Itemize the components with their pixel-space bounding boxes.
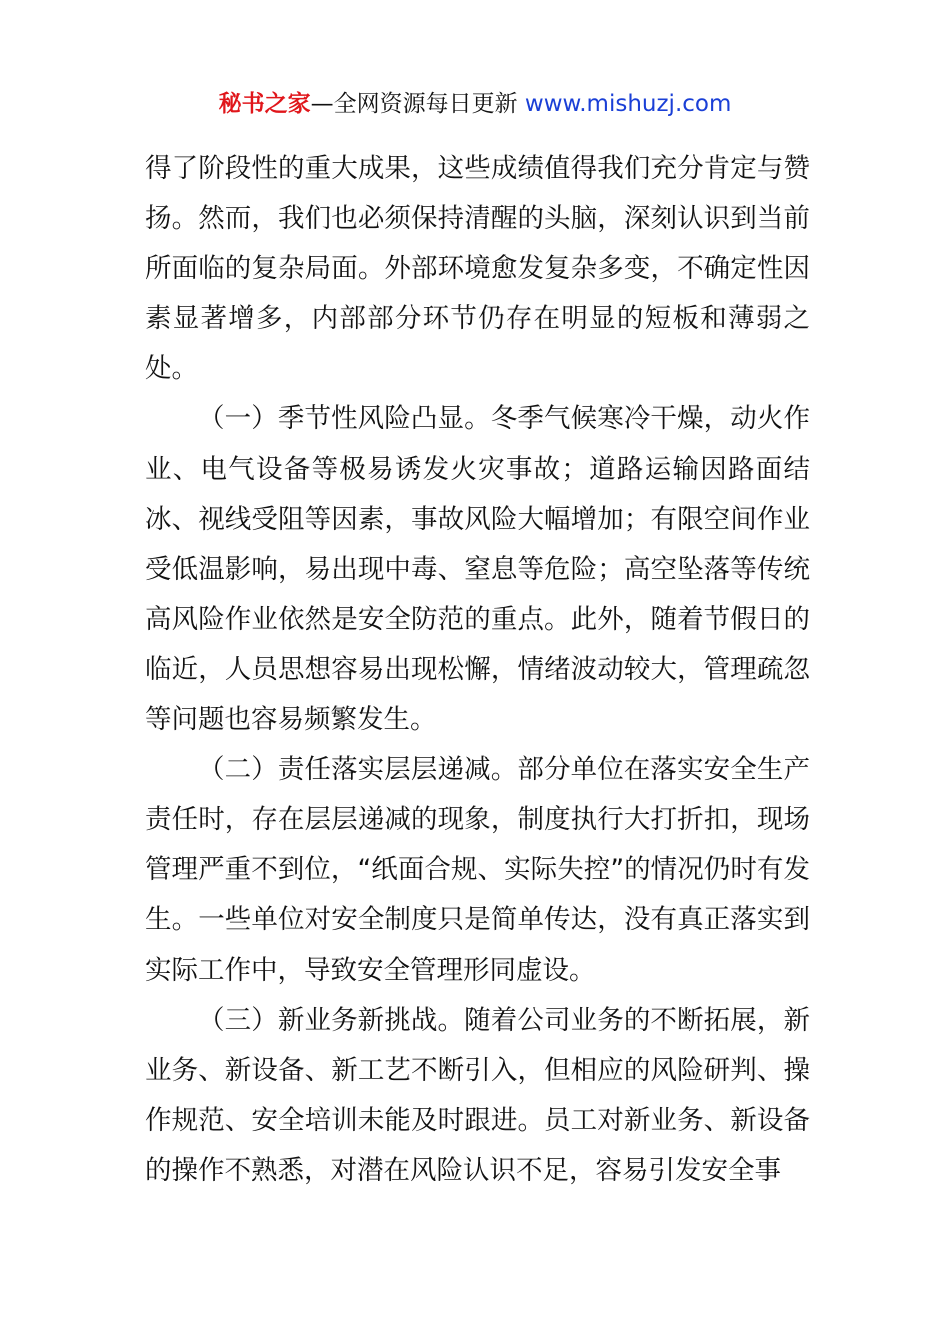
site-name: 秘书之家 — [218, 91, 311, 117]
paragraph-responsibility: （二）责任落实层层递减。部分单位在落实安全生产责任时，存在层层递减的现象，制度执行大打折扣，现场管理严重不到位，“纸面合规、实际失控”的情况仍时有发生。一些单位对安全制度只是简单传达，没有真正落实到实际工作中，导致安全管理形同虚设。 — [145, 754, 810, 986]
page-header — [0, 86, 950, 122]
document-body — [145, 144, 810, 1196]
site-url: www.mishuzj.com — [524, 91, 732, 117]
paragraph-continuation: 得了阶段性的重大成果，这些成绩值得我们充分肯定与赞扬。然而，我们也必须保持清醒的头脑，深刻认识到当前所面临的复杂局面。外部环境愈发复杂多变，不确定性因素显著增多，内部部分环节仍存在明显的短板和薄弱之处。 — [145, 153, 810, 385]
paragraph-new-business: （三）新业务新挑战。随着公司业务的不断拓展，新业务、新设备、新工艺不断引入，但相应的风险研判、操作规范、安全培训未能及时跟进。员工对新业务、新设备的操作不熟悉，对潜在风险认识不足，容易引发安全事 — [145, 1004, 810, 1186]
site-tagline: —全网资源每日更新 — [310, 91, 525, 117]
paragraph-seasonal-risk: （一）季节性风险凸显。冬季气候寒冷干燥，动火作业、电气设备等极易诱发火灾事故；道路运输因路面结冰、视线受阻等因素，事故风险大幅增加；有限空间作业受低温影响，易出现中毒、窒息等危险；高空坠落等传统高风险作业依然是安全防范的重点。此外，随着节假日的临近，人员思想容易出现松懈，情绪波动较大，管理疏忽等问题也容易频繁发生。 — [145, 403, 810, 736]
